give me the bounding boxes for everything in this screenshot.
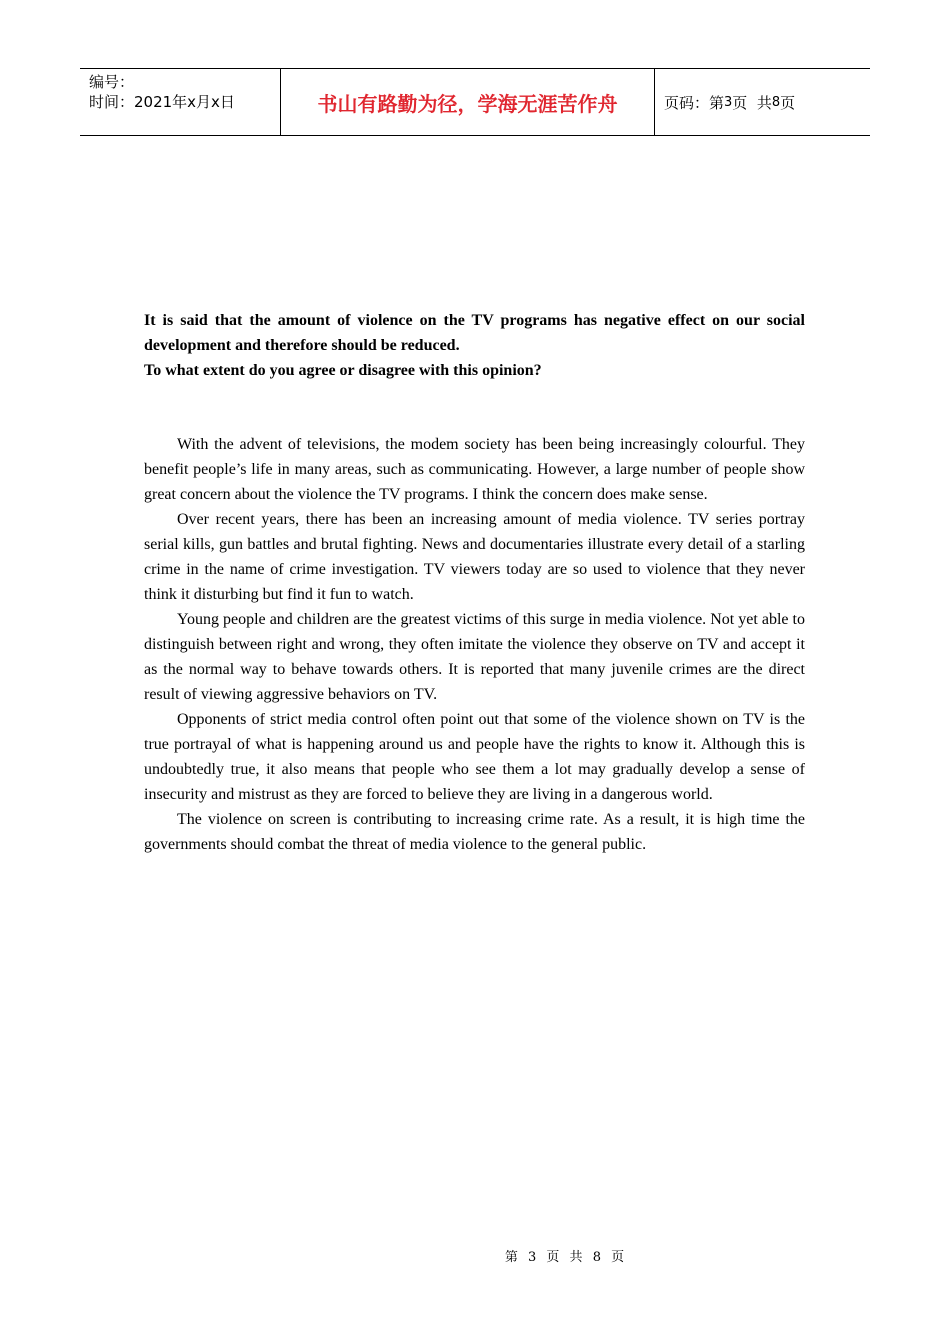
page-footer: 第 3 页 共 8 页: [504, 1250, 628, 1265]
essay-paragraph: Over recent years, there has been an increasing amount of media violence. TV series portray serial kills, gun battles and brutal fighting. News and documentaries illustrate every detail of a starling crime in the name of crime investigation. TV viewers today are so used to violence that they never think it disturbing but find it fun to watch.: [144, 511, 805, 603]
page-header: [80, 68, 870, 136]
header-page-cell: [655, 69, 870, 135]
page-label-suffix: 页: [780, 93, 796, 112]
document-number-label: 编号：: [89, 73, 135, 91]
page-label-prefix: 页码：第: [664, 93, 725, 112]
essay-paragraph: With the advent of televisions, the modem society has been being increasingly colourful. They benefit people’s life in many areas, such as communicating. However, a large number of people show great concern about the violence the TV programs. I think the concern does make sense.: [144, 436, 805, 503]
page-total-number: 8: [771, 94, 781, 110]
page-current-number: 3: [724, 94, 733, 110]
essay-paragraph: Opponents of strict media control often point out that some of the violence shown on TV is the true portrayal of what is happening around us and people have the rights to know it. Although this is undoubtedly true, it also means that people who see them a lot may gradually develop a sense of insecurity and mistrust as they are forced to believe they are living in a dangerous world.: [144, 711, 805, 803]
essay-paragraph: The violence on screen is contributing to increasing crime rate. As a result, it is high time the governments should combat the threat of media violence to the general public.: [144, 811, 805, 853]
essay-body: [144, 432, 805, 857]
essay-paragraph: Young people and children are the greatest victims of this surge in media violence. Not yet able to distinguish between right and wrong, they often imitate the violence they observe on TV and accept it as the normal way to behave towards others. It is reported that many juvenile crimes are the direct result of viewing aggressive behaviors on TV.: [144, 611, 805, 703]
question-statement: It is said that the amount of violence on the TV programs has negative effect on our social development and therefore should be reduced.: [144, 312, 805, 354]
header-motto-cell: [281, 69, 655, 135]
page-label-mid: 页 共: [732, 93, 772, 112]
essay-question: [144, 308, 805, 383]
document-date-label: 时间：2021年x月x日: [89, 93, 235, 111]
question-prompt: To what extent do you agree or disagree with this opinion?: [144, 362, 542, 379]
motto-text: 书山有路勤为径，学海无涯苦作舟: [317, 91, 618, 116]
header-info-cell: [80, 69, 281, 135]
